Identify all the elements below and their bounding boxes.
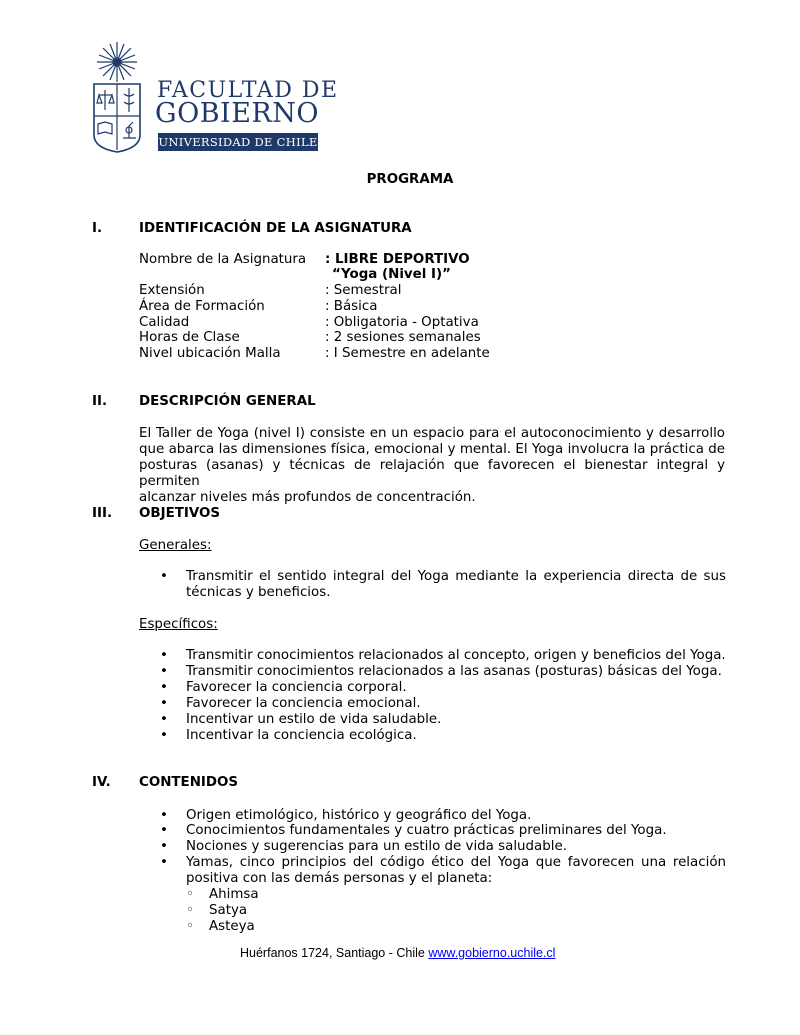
bullet-icon: •	[160, 855, 168, 870]
list-item: Nociones y sugerencias para un estilo de vida saludable.	[186, 839, 567, 854]
section-2-number: II.	[92, 394, 108, 409]
bullet-icon: •	[160, 839, 168, 854]
info-label: Área de Formación	[139, 299, 265, 314]
list-item-line: técnicas y beneficios.	[186, 585, 331, 600]
info-label: Horas de Clase	[139, 330, 240, 345]
list-item: Incentivar un estilo de vida saludable.	[186, 712, 442, 727]
section-1-number: I.	[92, 221, 103, 236]
list-item: Incentivar la conciencia ecológica.	[186, 728, 417, 743]
info-value: : Obligatoria - Optativa	[325, 315, 479, 330]
bullet-icon: •	[160, 808, 168, 823]
info-value: : 2 sesiones semanales	[325, 330, 481, 345]
description-line: El Taller de Yoga (nivel I) consiste en un espacio para el autoconocimiento y desarrollo	[139, 426, 725, 441]
info-label: Nivel ubicación Malla	[139, 346, 281, 361]
description-line: que abarca las dimensiones física, emocional y mental. El Yoga involucra la práctica de	[139, 442, 725, 457]
section-3-number: III.	[92, 506, 113, 521]
info-value: : Básica	[325, 299, 378, 314]
logo-line-1: FACULTAD DE	[157, 78, 339, 103]
bullet-icon: •	[160, 680, 168, 695]
info-label: Nombre de la Asignatura	[139, 252, 307, 267]
footer-address: Huérfanos 1724, Santiago - Chile	[240, 946, 429, 960]
section-1-title: IDENTIFICACIÓN DE LA ASIGNATURA	[139, 221, 412, 236]
bullet-icon: •	[160, 664, 168, 679]
sub-list-item: Ahimsa	[209, 887, 259, 902]
section-3-title: OBJETIVOS	[139, 506, 220, 521]
list-item-line: Transmitir el sentido integral del Yoga mediante la experiencia directa de sus	[186, 569, 726, 584]
description-line: alcanzar niveles más profundos de concentración.	[139, 490, 476, 505]
section-4-title: CONTENIDOS	[139, 775, 239, 790]
logo-line-2: GOBIERNO	[155, 98, 320, 129]
info-value: : LIBRE DEPORTIVO	[325, 252, 470, 267]
list-item-line: Yamas, cinco principios del código ético del Yoga que favorecen una relación	[186, 855, 726, 870]
page-footer	[240, 946, 555, 960]
bullet-icon: •	[160, 569, 168, 584]
generales-heading: Generales:	[139, 538, 212, 553]
page-title: PROGRAMA	[366, 172, 454, 187]
list-item: Origen etimológico, histórico y geográfico del Yoga.	[186, 808, 532, 823]
description-line: posturas (asanas) y técnicas de relajación que favorecen el bienestar integral y permiten	[139, 458, 725, 489]
especificos-heading: Específicos:	[139, 617, 218, 632]
sub-bullet-icon: ◦	[186, 887, 194, 902]
info-label: Extensión	[139, 283, 205, 298]
section-4-number: IV.	[92, 775, 111, 790]
sub-bullet-icon: ◦	[186, 903, 194, 918]
bullet-icon: •	[160, 696, 168, 711]
sub-bullet-icon: ◦	[186, 919, 194, 934]
info-value: : Semestral	[325, 283, 402, 298]
list-item: Transmitir conocimientos relacionados a las asanas (posturas) básicas del Yoga.	[186, 664, 722, 679]
sub-list-item: Asteya	[209, 919, 255, 934]
info-value: : I Semestre en adelante	[325, 346, 490, 361]
list-item: Favorecer la conciencia corporal.	[186, 680, 407, 695]
bullet-icon: •	[160, 648, 168, 663]
info-label: Calidad	[139, 315, 190, 330]
list-item: Favorecer la conciencia emocional.	[186, 696, 421, 711]
bullet-icon: •	[160, 728, 168, 743]
logo-line-3: UNIVERSIDAD DE CHILE	[158, 135, 318, 149]
info-value-subtitle: “Yoga (Nivel I)”	[332, 267, 451, 282]
bullet-icon: •	[160, 823, 168, 838]
list-item	[186, 855, 726, 887]
footer-website-link[interactable]: www.gobierno.uchile.cl	[428, 946, 556, 960]
sub-list-item: Satya	[209, 903, 248, 918]
list-item	[186, 569, 726, 601]
description-paragraph	[139, 426, 725, 506]
list-item: Transmitir conocimientos relacionados al concepto, origen y beneficios del Yoga.	[186, 648, 726, 663]
list-item: Conocimientos fundamentales y cuatro prácticas preliminares del Yoga.	[186, 823, 667, 838]
bullet-icon: •	[160, 712, 168, 727]
list-item-line: positiva con las demás personas y el planeta:	[186, 871, 493, 886]
section-2-title: DESCRIPCIÓN GENERAL	[139, 394, 316, 409]
